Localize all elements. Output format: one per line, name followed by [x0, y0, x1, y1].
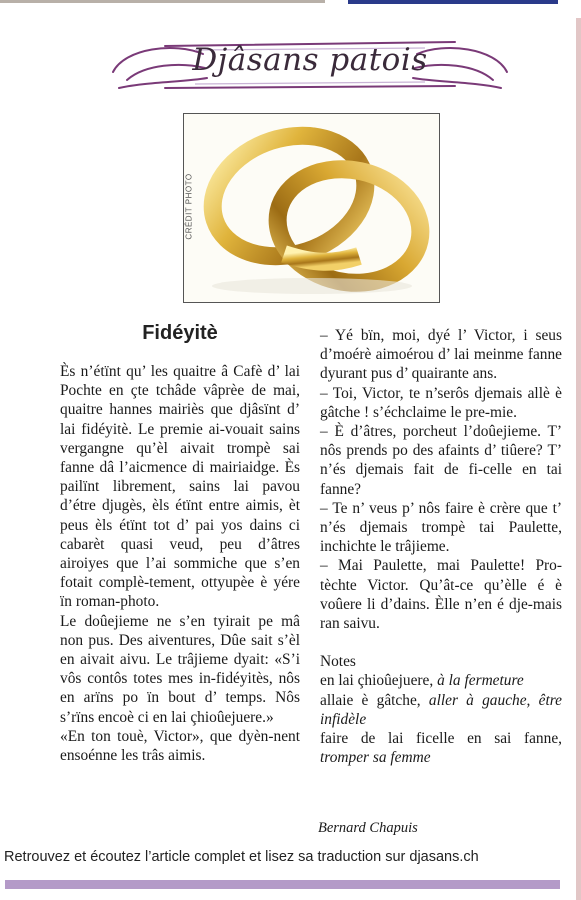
rings-photo: [183, 113, 440, 303]
bottom-rule: [5, 880, 560, 889]
article-title: Fidéyitè: [142, 322, 218, 344]
note-term: faire de lai ficelle en sai fanne,: [320, 730, 562, 748]
paragraph: Ès n’étïnt qu’ les quaitre â Cafè d’ lai Pochte en çte tchâde vâprèe de mai, quaitre hannes mairiès que djâsïnt d’ lai fidéyitè. Le premie ai-vouait sains vergangne qu’èl aivait trompè sai fanne dâ l’aicmence di mairiaidge. Ès pailïnt librement, sains lai pavou d’étre djugès, èls étïnt entre aimis, èt peus èls étïnt tot d’ pai yos dains ci cabarèt quasi veud, peu d’âtres airoiyes que l’ai sommiche que s’en fotait complè-tement, ottyupèe è yére ïn roman-photo.: [60, 363, 300, 611]
photo-credit: CRÉDIT PHOTO: [184, 173, 194, 240]
page-edge: [576, 18, 581, 900]
top-rule-right: [348, 0, 558, 4]
paragraph: Le doûejieme ne s’en tyirait pe mâ non pus. Des aiventures, Dûe sait s’èl en aivait aivu. Le trâjieme dyait: «S’i vôs contôs totes mes in-fidéyitès, nôs en arïns po ïn bout d’ temps. Nôs s’rïns encoè ci en lai çhioûejuere.»: [60, 612, 300, 726]
paragraph: – Yé bïn, moi, dyé l’ Victor, i seus d’moérè aimoérou d’ lai meinme fanne dyurant pus d’ quairante ans.: [320, 327, 562, 383]
wedding-rings-image: [184, 114, 439, 302]
note-meaning: à la fermeture: [437, 672, 524, 690]
top-rule-left: [0, 0, 325, 3]
section-header: [105, 28, 515, 100]
article-column-right: [320, 326, 562, 767]
paragraph: – Te n’ veus p’ nôs faire è crère que t’ n’és djemais trompè tai Paulette, inchichte le trâjieme.: [320, 499, 562, 556]
note-item: [320, 729, 562, 767]
paragraph: – Mai Paulette, mai Paulette! Pro-tèchte Victor. Qu’ât-ce qu’èlle é è voûere li d’dains. Èlle n’en é dje-mais ran saivu.: [320, 557, 562, 633]
paragraph: – Toi, Victor, te n’serôs djemais allè è gâtche ! s’échclaime le pre-mie.: [320, 384, 562, 421]
notes-heading: Notes: [320, 653, 356, 671]
author-byline: Bernard Chapuis: [318, 820, 418, 836]
note-term: en lai çhioûejuere,: [320, 672, 434, 690]
note-item: [320, 671, 562, 690]
note-term: allaie è gâtche,: [320, 691, 421, 709]
note-meaning: aller à gauche, être infidèle: [320, 691, 562, 728]
note-item: [320, 691, 562, 729]
note-meaning: tromper sa femme: [320, 749, 431, 767]
article-column-left: [60, 362, 300, 765]
footer-link-text: Retrouvez et écoutez l’article complet et lisez sa traduction sur djasans.ch: [4, 849, 479, 865]
paragraph: «En ton touè, Victor», que dyèn-nent ensoénne les trâs aimis.: [60, 727, 300, 765]
paragraph: – È d’âtres, porcheut l’doûejieme. T’ nôs prends po des afaints d’ tiûere? T’ n’és djemais fait de fi-celle en tai fanne?: [320, 423, 562, 498]
section-title: Djâsans patois: [192, 42, 428, 78]
